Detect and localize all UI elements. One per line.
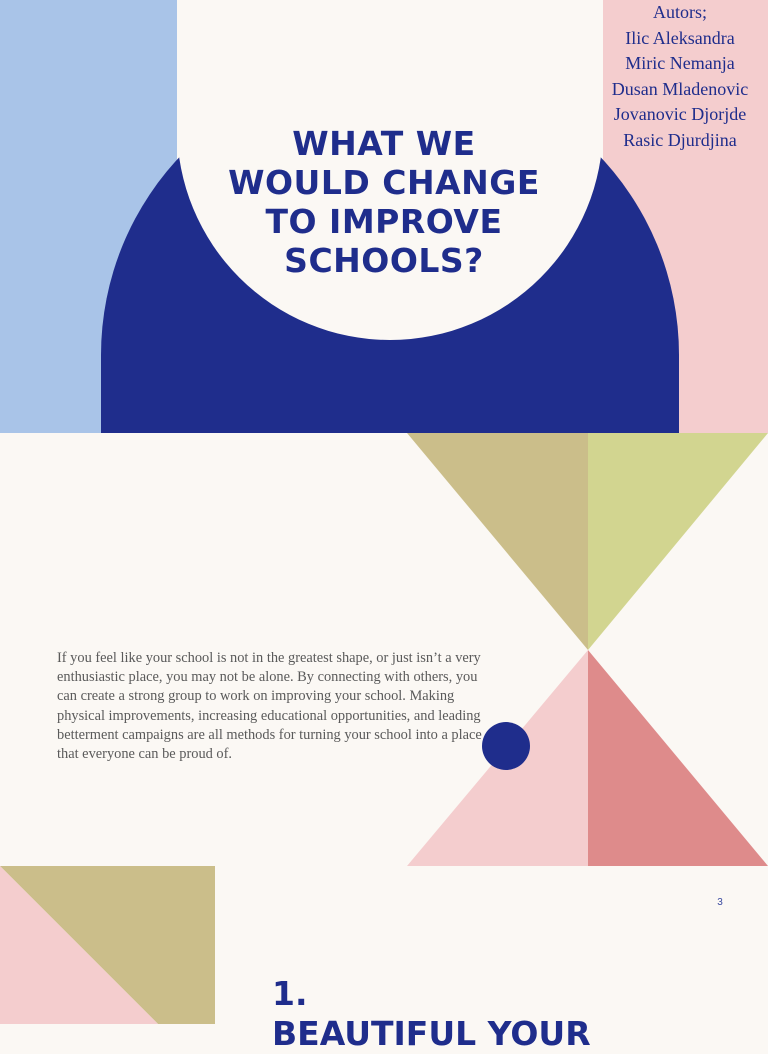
- lime-triangle: [588, 433, 768, 650]
- heading-line: BEAUTIFUL YOUR: [272, 1014, 591, 1053]
- heading-line: 1.: [272, 974, 308, 1013]
- authors-label: Autors;: [653, 2, 707, 22]
- point-heading: [272, 974, 591, 1054]
- intro-paragraph: If you feel like your school is not in the greatest shape, or just isn’t a very enthusiastic place, you may not be alone. By connecting with others, you can create a strong group to work on improving your school. Making physical improvements, increasing educational opportunities, and leading betterment campaigns are all methods for turning your school into a place that everyone can be proud of.: [57, 650, 482, 763]
- authors-list: [604, 0, 756, 153]
- intro-slide: [0, 433, 768, 866]
- title-line: SCHOOLS?: [284, 241, 484, 280]
- author-name: Jovanovic Djorjde: [613, 104, 747, 124]
- title-line: WOULD CHANGE: [228, 163, 540, 202]
- navy-dot: [482, 722, 530, 770]
- author-name: Rasic Djurdjina: [623, 129, 737, 150]
- title-slide: [0, 0, 768, 433]
- rose-triangle: [588, 650, 768, 866]
- title-line: WHAT WE: [292, 124, 476, 163]
- author-name: Dusan Mladenovic: [611, 78, 749, 99]
- page-number: 3: [717, 897, 723, 908]
- title-line: TO IMPROVE: [265, 202, 503, 241]
- author-name: Miric Nemanja: [625, 53, 735, 73]
- point-slide: [0, 866, 768, 1053]
- khaki-triangle: [407, 433, 588, 650]
- author-name: Ilic Aleksandra: [625, 27, 735, 48]
- presentation-title: [200, 124, 568, 280]
